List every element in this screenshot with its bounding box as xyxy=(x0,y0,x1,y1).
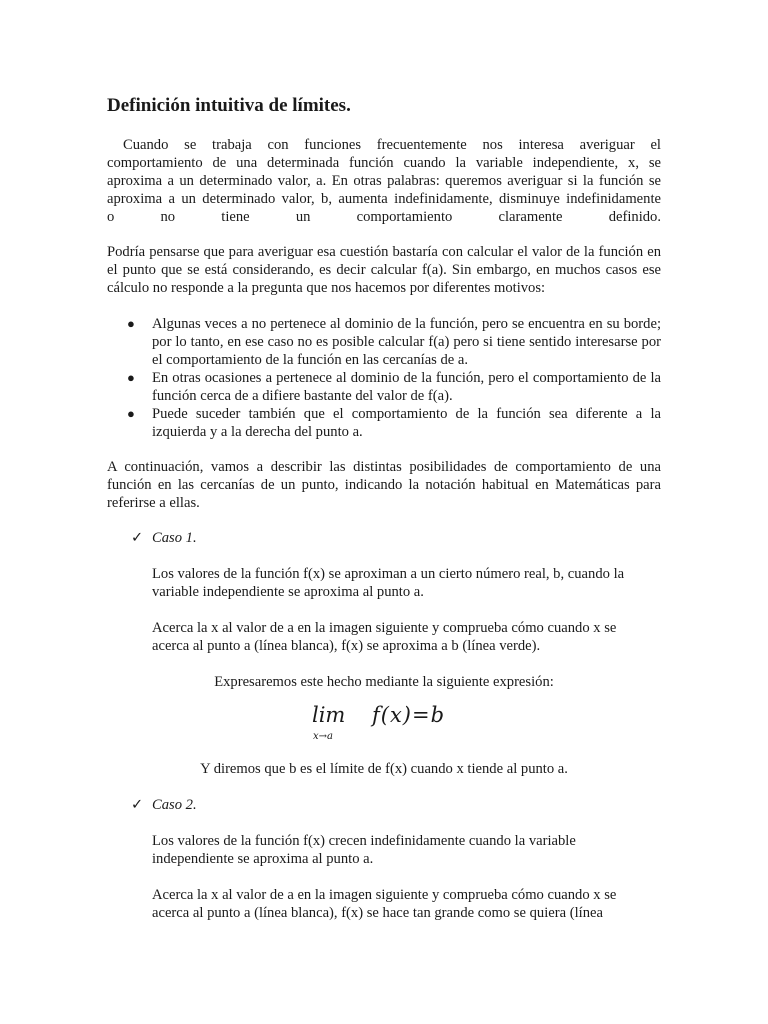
intro-line: comportamiento de una determinada función cuando la variable independiente, x, se xyxy=(107,155,661,171)
intro-line: Cuando se trabaja con funciones frecuentemente nos interesa averiguar el xyxy=(123,137,661,153)
page-title: Definición intuitiva de límites. xyxy=(107,95,351,116)
caso-1-heading xyxy=(131,529,197,547)
caso-1-description: Los valores de la función f(x) se aproximan a un cierto número real, b, cuando la variable independiente se aproxima al punto a. xyxy=(152,566,625,600)
intro-line: aproxima a un determinado valor, b, aumenta indefinidamente, disminuye indefinidamente xyxy=(107,191,661,207)
bullet-icon: ● xyxy=(127,370,135,385)
caso-1-conclusion: Y diremos que b es el límite de f(x) cuando x tiende al punto a. xyxy=(200,761,568,777)
checkmark-icon: ✓ xyxy=(131,530,144,546)
limit-operator: lim xyxy=(312,703,346,727)
limit-subscript: x→a xyxy=(313,731,333,742)
bullet-icon: ● xyxy=(127,316,135,331)
list-item xyxy=(107,405,661,441)
limit-body: f(x)=b xyxy=(372,703,446,727)
caso-1-label: Caso 1. xyxy=(152,530,197,546)
intro-line: o no tiene un comportamiento claramente definido. xyxy=(107,209,661,225)
caso-2-instruction: Acerca la x al valor de a en la imagen siguiente y comprueba cómo cuando x se acerca al punto a (línea blanca), f(x) se hace tan grande como se quiera (línea xyxy=(152,887,617,921)
paragraph-intro-cases: A continuación, vamos a describir las distintas posibilidades de comportamiento de una función en las cercanías de un punto, indicando la notación habitual en Matemáticas para referirse a ellas. xyxy=(107,459,661,511)
list-item xyxy=(107,369,661,405)
intro-line: aproxima a un determinado valor, a. En otras palabras: queremos averiguar si la función se xyxy=(107,173,661,189)
list-item-text: En otras ocasiones a pertenece al dominio de la función, pero el comportamiento de la función cerca de a difiere bastante del valor de f(a). xyxy=(152,370,661,404)
limit-formula xyxy=(310,702,480,744)
caso-1-instruction: Acerca la x al valor de a en la imagen siguiente y comprueba cómo cuando x se acerca al punto a (línea blanca), f(x) se aproxima a b (línea verde). xyxy=(152,620,617,654)
caso-1-expression-intro: Expresaremos este hecho mediante la siguiente expresión: xyxy=(214,674,554,690)
reasons-list xyxy=(107,315,661,441)
paragraph-motivation: Podría pensarse que para averiguar esa cuestión bastaría con calcular el valor de la función en el punto que se está considerando, es decir calcular f(a). Sin embargo, en muchos casos ese cálculo no responde a la pregunta que nos hacemos por diferentes motivos: xyxy=(107,244,661,296)
intro-paragraph xyxy=(107,136,661,226)
list-item-text: Algunas veces a no pertenece al dominio de la función, pero se encuentra en su borde; por lo tanto, en ese caso no es posible calcular f(a) pero si tiene sentido interesarse por el comportamiento de la función en las cercanías de a. xyxy=(152,316,661,368)
caso-2-label: Caso 2. xyxy=(152,797,197,813)
bullet-icon: ● xyxy=(127,406,135,421)
list-item-text: Puede suceder también que el comportamiento de la función sea diferente a la izquierda y a la derecha del punto a. xyxy=(152,406,661,440)
checkmark-icon: ✓ xyxy=(131,797,144,813)
caso-2-heading xyxy=(131,796,197,814)
caso-2-description: Los valores de la función f(x) crecen indefinidamente cuando la variable independiente se aproxima al punto a. xyxy=(152,833,576,867)
list-item xyxy=(107,315,661,369)
